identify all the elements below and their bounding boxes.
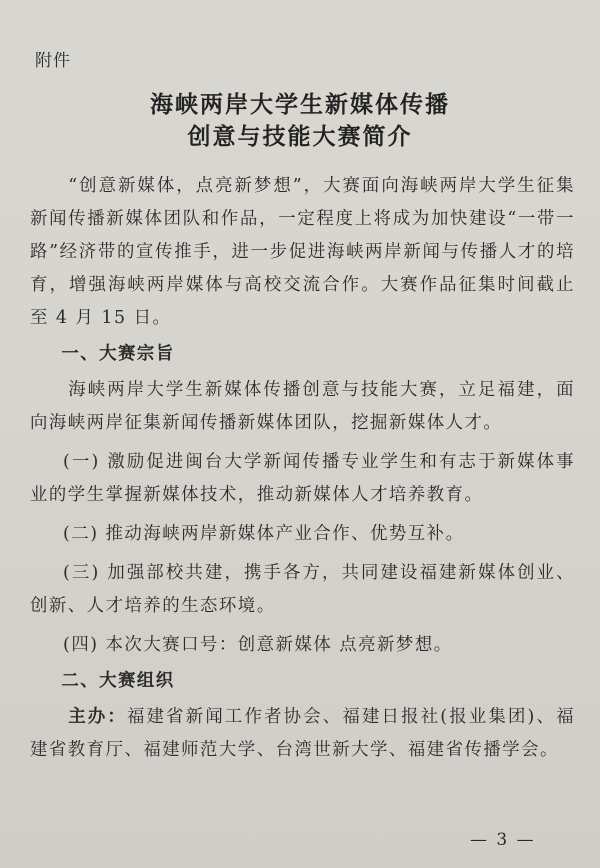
section-heading-organization: 二、大赛组织 (61, 671, 175, 691)
purpose-item-1: (一) 激励促进闽台大学新闻传播专业学生和有志于新媒体事业的学生掌握新媒体技术，推动新媒体人才培养教育。 (30, 452, 575, 505)
host-paragraph (30, 701, 575, 767)
purpose-item-4: (四) 本次大赛口号：创意新媒体 点亮新梦想。 (63, 635, 453, 655)
purpose-item-2: (二) 推动海峡两岸新媒体产业合作、优势互补。 (63, 524, 465, 544)
purpose-item-3: (三) 加强部校共建，携手各方，共同建设福建新媒体创业、创新、人才培养的生态环境。 (30, 563, 575, 616)
section-heading-purpose: 一、大赛宗旨 (61, 344, 175, 364)
host-label: 主办： (68, 707, 128, 727)
page-number: — 3 — (470, 830, 536, 850)
attachment-label: 附件 (35, 51, 71, 71)
document-body (30, 170, 575, 767)
document-title-line-2: 创意与技能大赛简介 (187, 124, 413, 150)
intro-paragraph: “创意新媒体，点亮新梦想”，大赛面向海峡两岸大学生征集新闻传播新媒体团队和作品，一定程度上将成为加快建设“一带一路”经济带的宣传推手，进一步促进海峡两岸新闻与传播人才的培育，增强海峡两岸媒体与高校交流合作。大赛作品征集时间截止至 4 月 15 日。 (30, 176, 575, 328)
purpose-paragraph: 海峡两岸大学生新媒体传播创意与技能大赛，立足福建，面向海峡两岸征集新闻传播新媒体团队，挖掘新媒体人才。 (30, 380, 575, 433)
document-title-line-1: 海峡两岸大学生新媒体传播 (150, 92, 450, 118)
host-text: 福建省新闻工作者协会、福建日报社(报业集团)、福建省教育厅、福建师范大学、台湾世新大学、福建省传播学会。 (30, 707, 575, 760)
